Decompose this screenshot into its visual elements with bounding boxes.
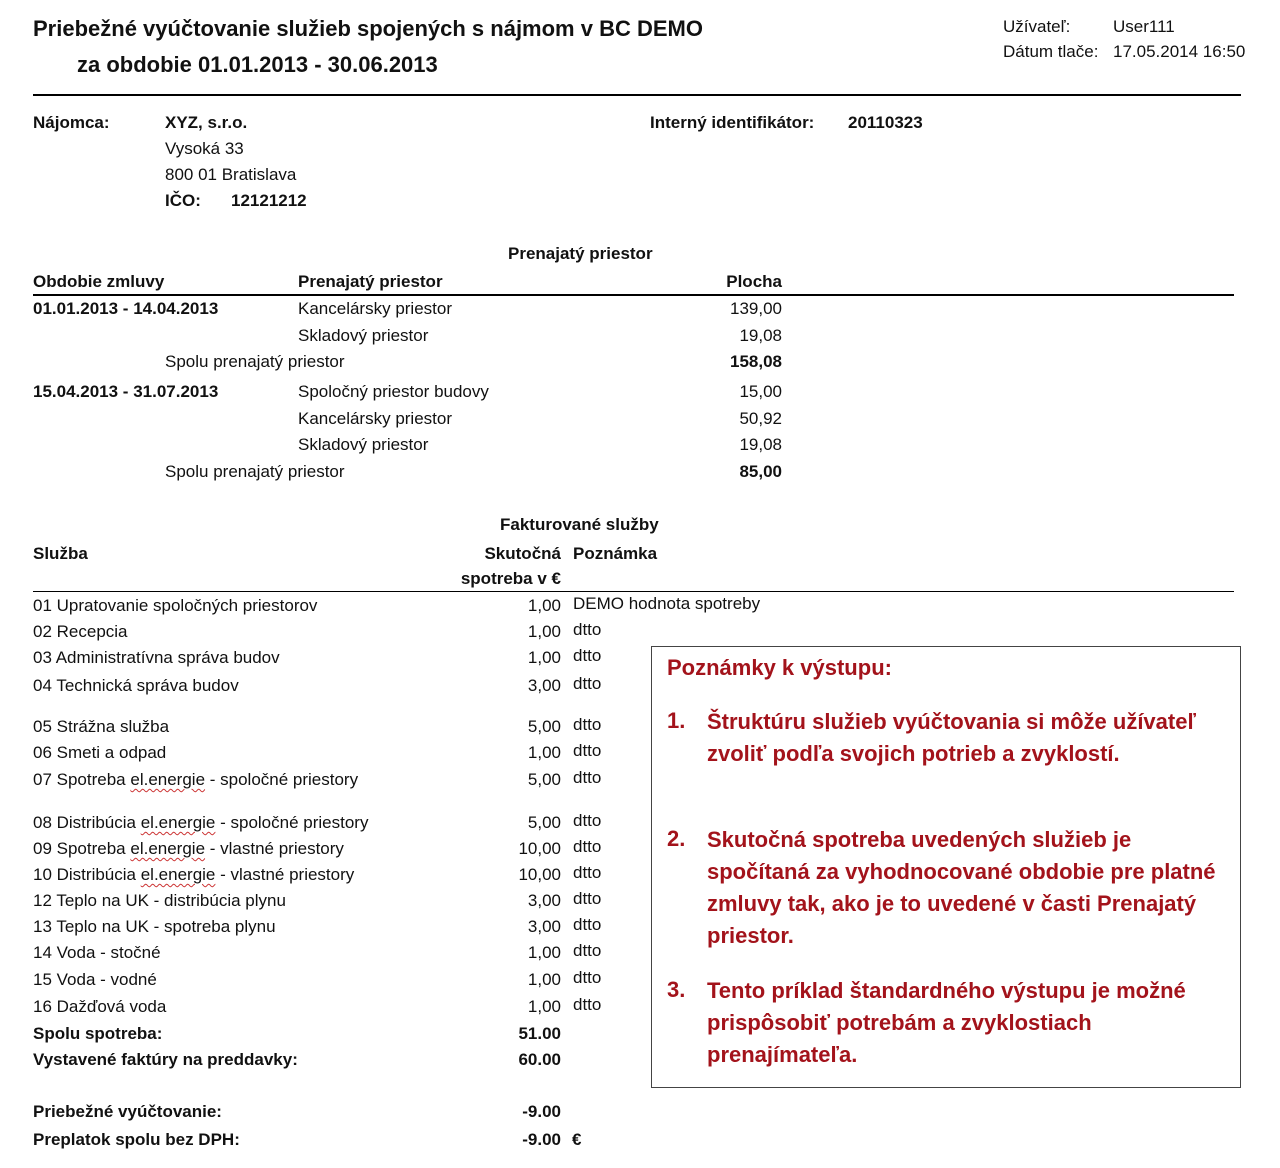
service-note: dtto <box>573 863 602 882</box>
notes-title: Poznámky k výstupu: <box>667 655 892 680</box>
space-total-label: Spolu prenajatý priestor <box>165 352 345 371</box>
total-label: Vystavené faktúry na preddavky: <box>33 1050 298 1069</box>
total-label: Priebežné vyúčtovanie: <box>33 1102 222 1121</box>
service-value: 3,00 <box>527 891 561 910</box>
service-note: dtto <box>573 741 602 760</box>
report-title: Priebežné vyúčtovanie služieb spojených s nájmom v BC DEMO <box>33 16 703 41</box>
service-name: 09 Spotreba el.energie - vlastné priestory <box>33 839 344 858</box>
total-label: Preplatok spolu bez DPH: <box>33 1130 240 1149</box>
total-label: Spolu spotreba: <box>33 1024 163 1043</box>
internal-id-value: 20110323 <box>848 113 923 132</box>
service-value: 1,00 <box>527 743 561 762</box>
total-unit: € <box>572 1130 582 1149</box>
service-name: 13 Teplo na UK - spotreba plynu <box>33 917 276 936</box>
col-space-header: Prenajatý priestor <box>298 272 443 291</box>
service-note: dtto <box>573 811 602 830</box>
service-name: 01 Upratovanie spoločných priestorov <box>33 596 318 615</box>
col-period-header: Obdobie zmluvy <box>33 272 165 291</box>
note-index: 3. <box>667 977 686 1002</box>
col-note-header: Poznámka <box>573 544 658 563</box>
service-name: 07 Spotreba el.energie - spoločné priestory <box>33 770 359 789</box>
service-value: 1,00 <box>527 596 561 615</box>
service-value: 1,00 <box>527 970 561 989</box>
total-value: -9.00 <box>522 1130 561 1149</box>
service-note: dtto <box>573 646 602 665</box>
internal-id-label: Interný identifikátor: <box>650 113 815 132</box>
ico-label: IČO: <box>165 191 201 210</box>
note-index: 1. <box>667 708 686 733</box>
service-note: dtto <box>573 620 602 639</box>
service-value: 10,00 <box>518 865 561 884</box>
service-name: 15 Voda - vodné <box>33 970 157 989</box>
total-value: 51.00 <box>518 1024 561 1043</box>
service-value: 5,00 <box>527 770 561 789</box>
note-text: Skutočná spotreba uvedených služieb je spočítaná za vyhodnocované obdobie pre platné zmluvy tak, ako je to uvedené v časti Prenajatý priestor. <box>707 827 1216 948</box>
col-service-header: Služba <box>33 544 88 563</box>
period-1: 01.01.2013 - 14.04.2013 <box>33 299 219 318</box>
service-value: 5,00 <box>527 717 561 736</box>
note-text: Štruktúru služieb vyúčtovania si môže užívateľ zvoliť podľa svojich potrieb a zvyklostí. <box>707 709 1196 766</box>
col-consumption-header-1: Skutočná <box>484 544 561 563</box>
service-value: 10,00 <box>518 839 561 858</box>
service-note: dtto <box>573 715 602 734</box>
service-value: 1,00 <box>527 648 561 667</box>
space-section-title: Prenajatý priestor <box>508 244 653 263</box>
print-date-value: 17.05.2014 16:50 <box>1113 42 1246 61</box>
service-value: 3,00 <box>527 676 561 695</box>
col-consumption-header-2: spotreba v € <box>460 569 561 588</box>
service-name: 06 Smeti a odpad <box>33 743 167 762</box>
service-note: dtto <box>573 968 602 987</box>
service-name: 08 Distribúcia el.energie - spoločné priestory <box>33 813 369 832</box>
space-total-value: 85,00 <box>739 462 782 481</box>
space-row: Kancelársky priestor <box>298 409 453 428</box>
service-value: 1,00 <box>527 943 561 962</box>
space-area: 15,00 <box>739 382 782 401</box>
total-value: -9.00 <box>522 1102 561 1121</box>
report-period: za obdobie 01.01.2013 - 30.06.2013 <box>77 52 438 77</box>
service-value: 1,00 <box>527 622 561 641</box>
header-divider <box>33 94 1241 96</box>
tenant-street: Vysoká 33 <box>165 139 244 158</box>
services-section-title: Fakturované služby <box>500 515 659 534</box>
print-date-label: Dátum tlače: <box>1003 42 1099 61</box>
notes-box <box>651 646 1241 1088</box>
tenant-name: XYZ, s.r.o. <box>165 113 248 132</box>
space-area: 50,92 <box>739 409 782 428</box>
service-note: dtto <box>573 837 602 856</box>
service-value: 3,00 <box>527 917 561 936</box>
total-value: 60.00 <box>518 1050 561 1069</box>
user-label: Užívateľ: <box>1003 17 1071 36</box>
note-text: Tento príklad štandardného výstupu je možné prispôsobiť potrebám a zvyklostiach prenajímateľa. <box>707 978 1186 1067</box>
service-value: 5,00 <box>527 813 561 832</box>
space-row: Kancelársky priestor <box>298 299 453 318</box>
space-total-value: 158,08 <box>730 352 782 371</box>
service-note: dtto <box>573 889 602 908</box>
service-name: 04 Technická správa budov <box>33 676 239 695</box>
space-row: Skladový priestor <box>298 435 429 454</box>
space-header-divider <box>33 294 1234 296</box>
service-name: 05 Strážna služba <box>33 717 170 736</box>
service-note: dtto <box>573 915 602 934</box>
service-name: 12 Teplo na UK - distribúcia plynu <box>33 891 286 910</box>
tenant-label: Nájomca: <box>33 113 110 132</box>
service-name: 16 Dažďová voda <box>33 997 167 1016</box>
service-name: 03 Administratívna správa budov <box>33 648 280 667</box>
service-note: dtto <box>573 768 602 787</box>
space-row: Skladový priestor <box>298 326 429 345</box>
service-note: dtto <box>573 674 602 693</box>
service-name: 10 Distribúcia el.energie - vlastné priestory <box>33 865 355 884</box>
services-header-divider <box>33 591 1234 592</box>
space-row: Spoločný priestor budovy <box>298 382 489 401</box>
service-note: DEMO hodnota spotreby <box>573 594 761 613</box>
tenant-city: 800 01 Bratislava <box>165 165 297 184</box>
user-value: User111 <box>1113 17 1175 36</box>
service-name: 02 Recepcia <box>33 622 128 641</box>
service-name: 14 Voda - stočné <box>33 943 161 962</box>
note-index: 2. <box>667 826 686 851</box>
service-note: dtto <box>573 941 602 960</box>
period-2: 15.04.2013 - 31.07.2013 <box>33 382 219 401</box>
service-value: 1,00 <box>527 997 561 1016</box>
space-area: 19,08 <box>739 326 782 345</box>
ico-value: 12121212 <box>231 191 307 210</box>
space-area: 19,08 <box>739 435 782 454</box>
space-total-label: Spolu prenajatý priestor <box>165 462 345 481</box>
service-note: dtto <box>573 995 602 1014</box>
col-area-header: Plocha <box>726 272 782 291</box>
space-area: 139,00 <box>730 299 782 318</box>
